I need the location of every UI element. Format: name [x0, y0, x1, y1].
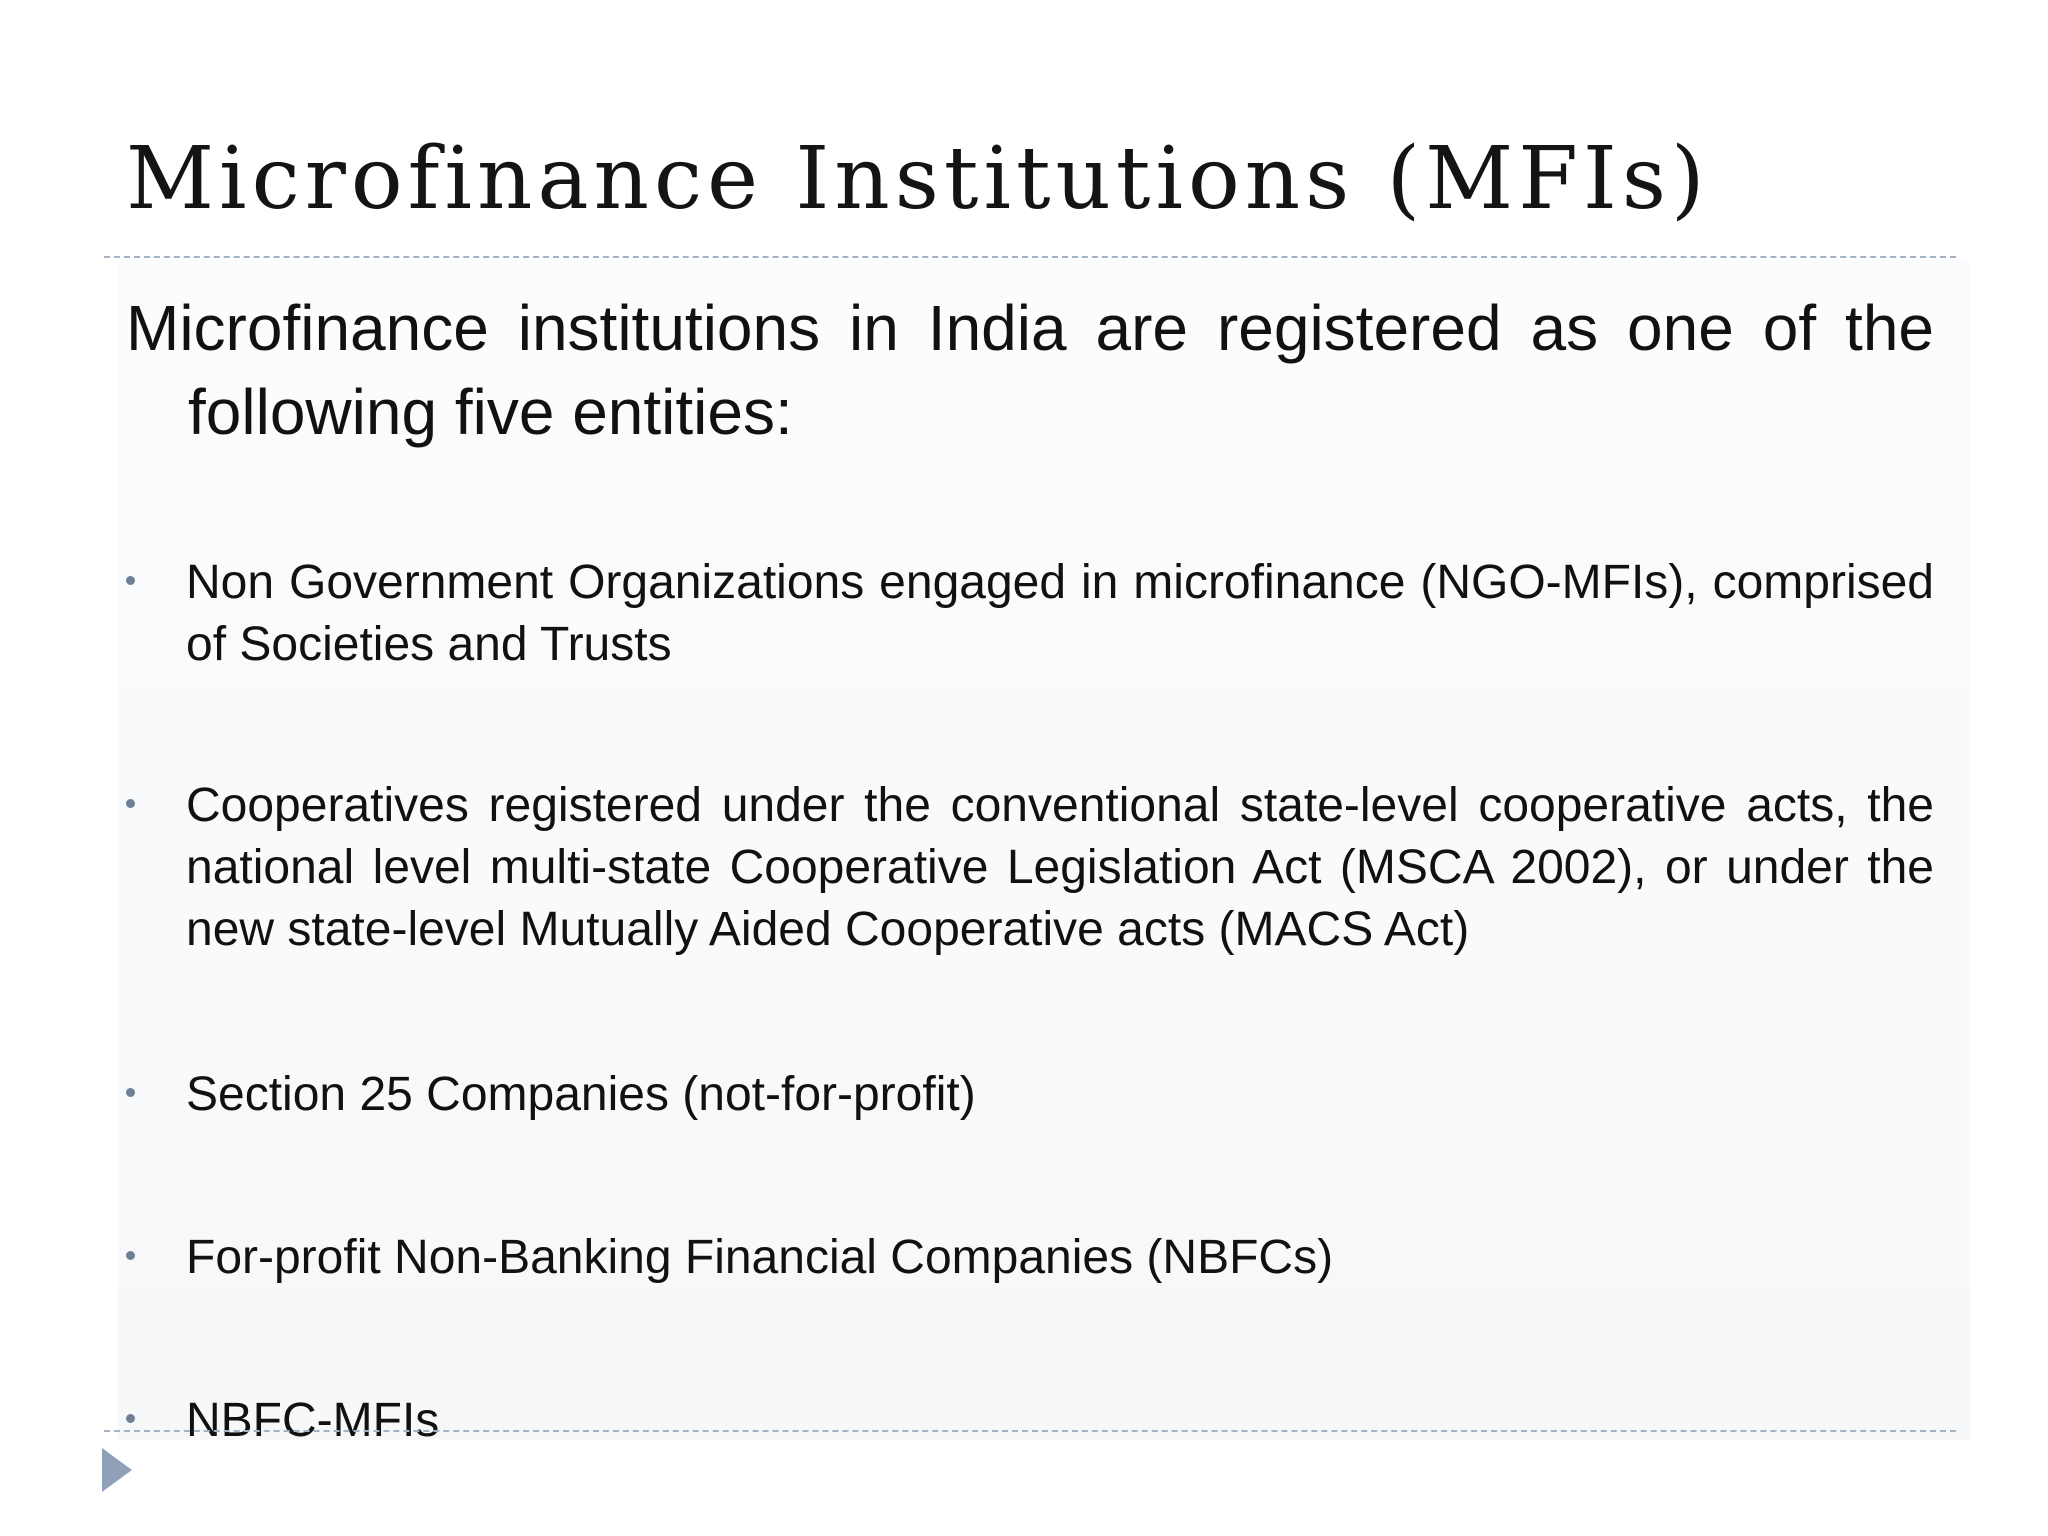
list-item-text: Section 25 Companies (not-for-profit)	[186, 1068, 976, 1121]
title-divider	[104, 256, 1956, 258]
list-item-text: NBFC-MFIs	[186, 1394, 440, 1447]
list-item-text: For-profit Non-Banking Financial Companies (NBFCs)	[186, 1231, 1334, 1284]
bullet-icon	[126, 1414, 135, 1423]
bullet-icon	[126, 799, 135, 808]
list-item	[126, 552, 1934, 676]
list-item	[126, 1227, 1934, 1289]
intro-paragraph: Microfinance institutions in India are registered as one of the following five entities:	[126, 292, 1934, 448]
list-item	[126, 1390, 1934, 1452]
list-item-text: Cooperatives registered under the conventional state-level cooperative acts, the national level multi-state Cooperative Legislation Act (MSCA 2002), or under the new state-level Mutually Aided Cooperative acts (MACS Act)	[186, 779, 1934, 956]
bullet-icon	[126, 1251, 135, 1260]
list-item	[126, 1064, 1934, 1126]
footer-divider	[104, 1430, 1956, 1432]
triangle-right-icon[interactable]	[102, 1448, 132, 1492]
slide-title: Microfinance Institutions (MFIs)	[126, 129, 1710, 229]
bullet-icon	[126, 576, 135, 585]
list-item	[126, 775, 1934, 961]
list-item-text: Non Government Organizations engaged in microfinance (NGO-MFIs), comprised of Societies and Trusts	[186, 556, 1934, 671]
bullet-icon	[126, 1088, 135, 1097]
